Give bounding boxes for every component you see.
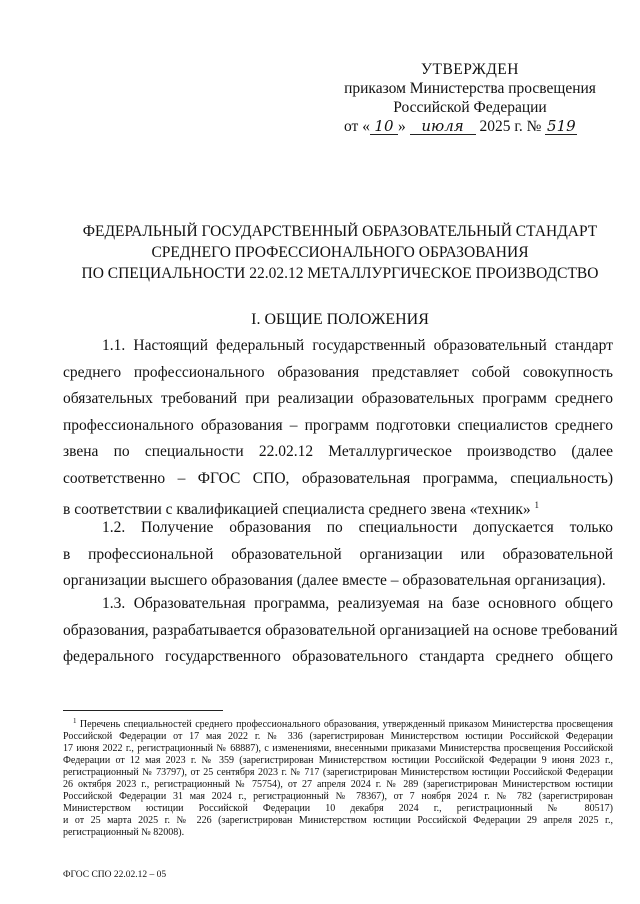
title-line-1: ФЕДЕРАЛЬНЫЙ ГОСУДАРСТВЕННЫЙ ОБРАЗОВАТЕЛЬНЫЙ СТАНДАРТ (82, 223, 598, 240)
footnote-line: и от 25 марта 2025 г. № 226 (зарегистрирован Министерством юстиции Российской Федерации 29 апреля 2025 г., (63, 815, 613, 826)
footnote-mark: 1 (73, 717, 77, 725)
paragraph-line: звена по специальности 22.02.12 Металлургическое производство (далее (63, 443, 613, 460)
paragraph-line: обязательных требований при реализации образовательных программ среднего (63, 390, 613, 407)
paragraph-line: среднего профессионального образования представляет собой совокупность (63, 363, 613, 381)
document-code: ФГОС СПО 22.02.12 – 05 (63, 870, 167, 880)
footnote-divider (63, 710, 223, 711)
paragraph-line-text: в соответствии с квалификацией специалиста среднего звена «техник» (63, 501, 531, 518)
footnote-line (63, 715, 613, 731)
paragraph-line: профессионального образования – программ подготовки специалистов среднего (63, 416, 613, 434)
approval-issuer-country: Российской Федерации (393, 99, 547, 116)
footnote-line: 26 октября 2023 г., регистрационный № 75754), от 27 апреля 2024 г. № 289 (зарегистрирован Министерством юстиции (63, 779, 613, 790)
footnote-line: Федерации от 12 мая 2023 г. № 359 (зарегистрирован Министерством юстиции Российской Федерации 9 июня 2023 г., (63, 755, 613, 766)
paragraph-1-3 (63, 591, 618, 671)
paragraph-line: 1.3. Образовательная программа, реализуемая на базе основного общего (102, 595, 613, 612)
handwritten-day: 10 (370, 119, 398, 135)
paragraph-1-2 (63, 515, 613, 595)
approval-date-line (330, 117, 610, 136)
paragraph-line: в профессиональной образовательной организации или образовательной (63, 545, 613, 563)
section-title (60, 309, 620, 330)
footnote-line: Российской Федерации 31 мая 2024 г., регистрационный № 78367), от 7 ноября 2024 г. № 782 (зарегистрирован (63, 791, 613, 802)
paragraph-line: соответственно – ФГОС СПО, образовательная программа, специальность) (63, 469, 613, 487)
document-title (60, 221, 620, 284)
date-mid: » (397, 118, 406, 135)
handwritten-order-number: 519 (547, 117, 576, 135)
date-prefix: от « (344, 118, 370, 135)
section-title-text: I. ОБЩИЕ ПОЛОЖЕНИЯ (251, 311, 429, 328)
footnote (63, 715, 613, 839)
title-line-2: СРЕДНЕГО ПРОФЕССИОНАЛЬНОГО ОБРАЗОВАНИЯ (151, 244, 529, 261)
footnote-line: Российской Федерации от 17 мая 2022 г. № 336 (зарегистрирован Министерством юстиции Российской Федерации (63, 731, 613, 742)
paragraph-1-1 (63, 333, 613, 524)
approval-issuer: приказом Министерства просвещения (344, 80, 596, 97)
title-line-3: ПО СПЕЦИАЛЬНОСТИ 22.02.12 МЕТАЛЛУРГИЧЕСКОЕ ПРОИЗВОДСТВО (81, 265, 599, 282)
footnote-line: 17 июня 2022 г., регистрационный № 68887), с изменениями, внесенными приказами Министерства просвещения Российской (63, 743, 613, 754)
footnote-line: Министерством юстиции Российской Федерации 10 декабря 2024 г., регистрационный № 80517) (63, 803, 613, 814)
paragraph-line: организации высшего образования (далее вместе – образовательная организация). (63, 572, 606, 589)
approval-title: УТВЕРЖДЕН (421, 61, 519, 78)
paragraph-line: 1.2. Получение образования по специальности допускается только (102, 519, 613, 536)
approval-stamp (330, 60, 610, 136)
footnote-line: регистрационный № 82008). (63, 827, 185, 838)
paragraph-line: образования, разрабатывается образовательной организацией на основе требований (63, 621, 618, 639)
paragraph-line: 1.1. Настоящий федеральный государственный образовательный стандарт (102, 337, 613, 354)
date-year: 2025 г. № (479, 118, 542, 135)
handwritten-month: июля (410, 119, 476, 135)
paragraph-line: федерального государственного образовательного стандарта среднего общего (63, 648, 613, 665)
footnote-reference[interactable]: 1 (534, 500, 539, 510)
footnote-line: регистрационный № 73797), от 25 сентября 2023 г. № 717 (зарегистрирован Министерством юстиции Российской Федерации (63, 767, 613, 778)
footnote-line-text: Перечень специальностей среднего профессионального образования, утвержденный приказом Министерства просвещения (79, 719, 613, 730)
